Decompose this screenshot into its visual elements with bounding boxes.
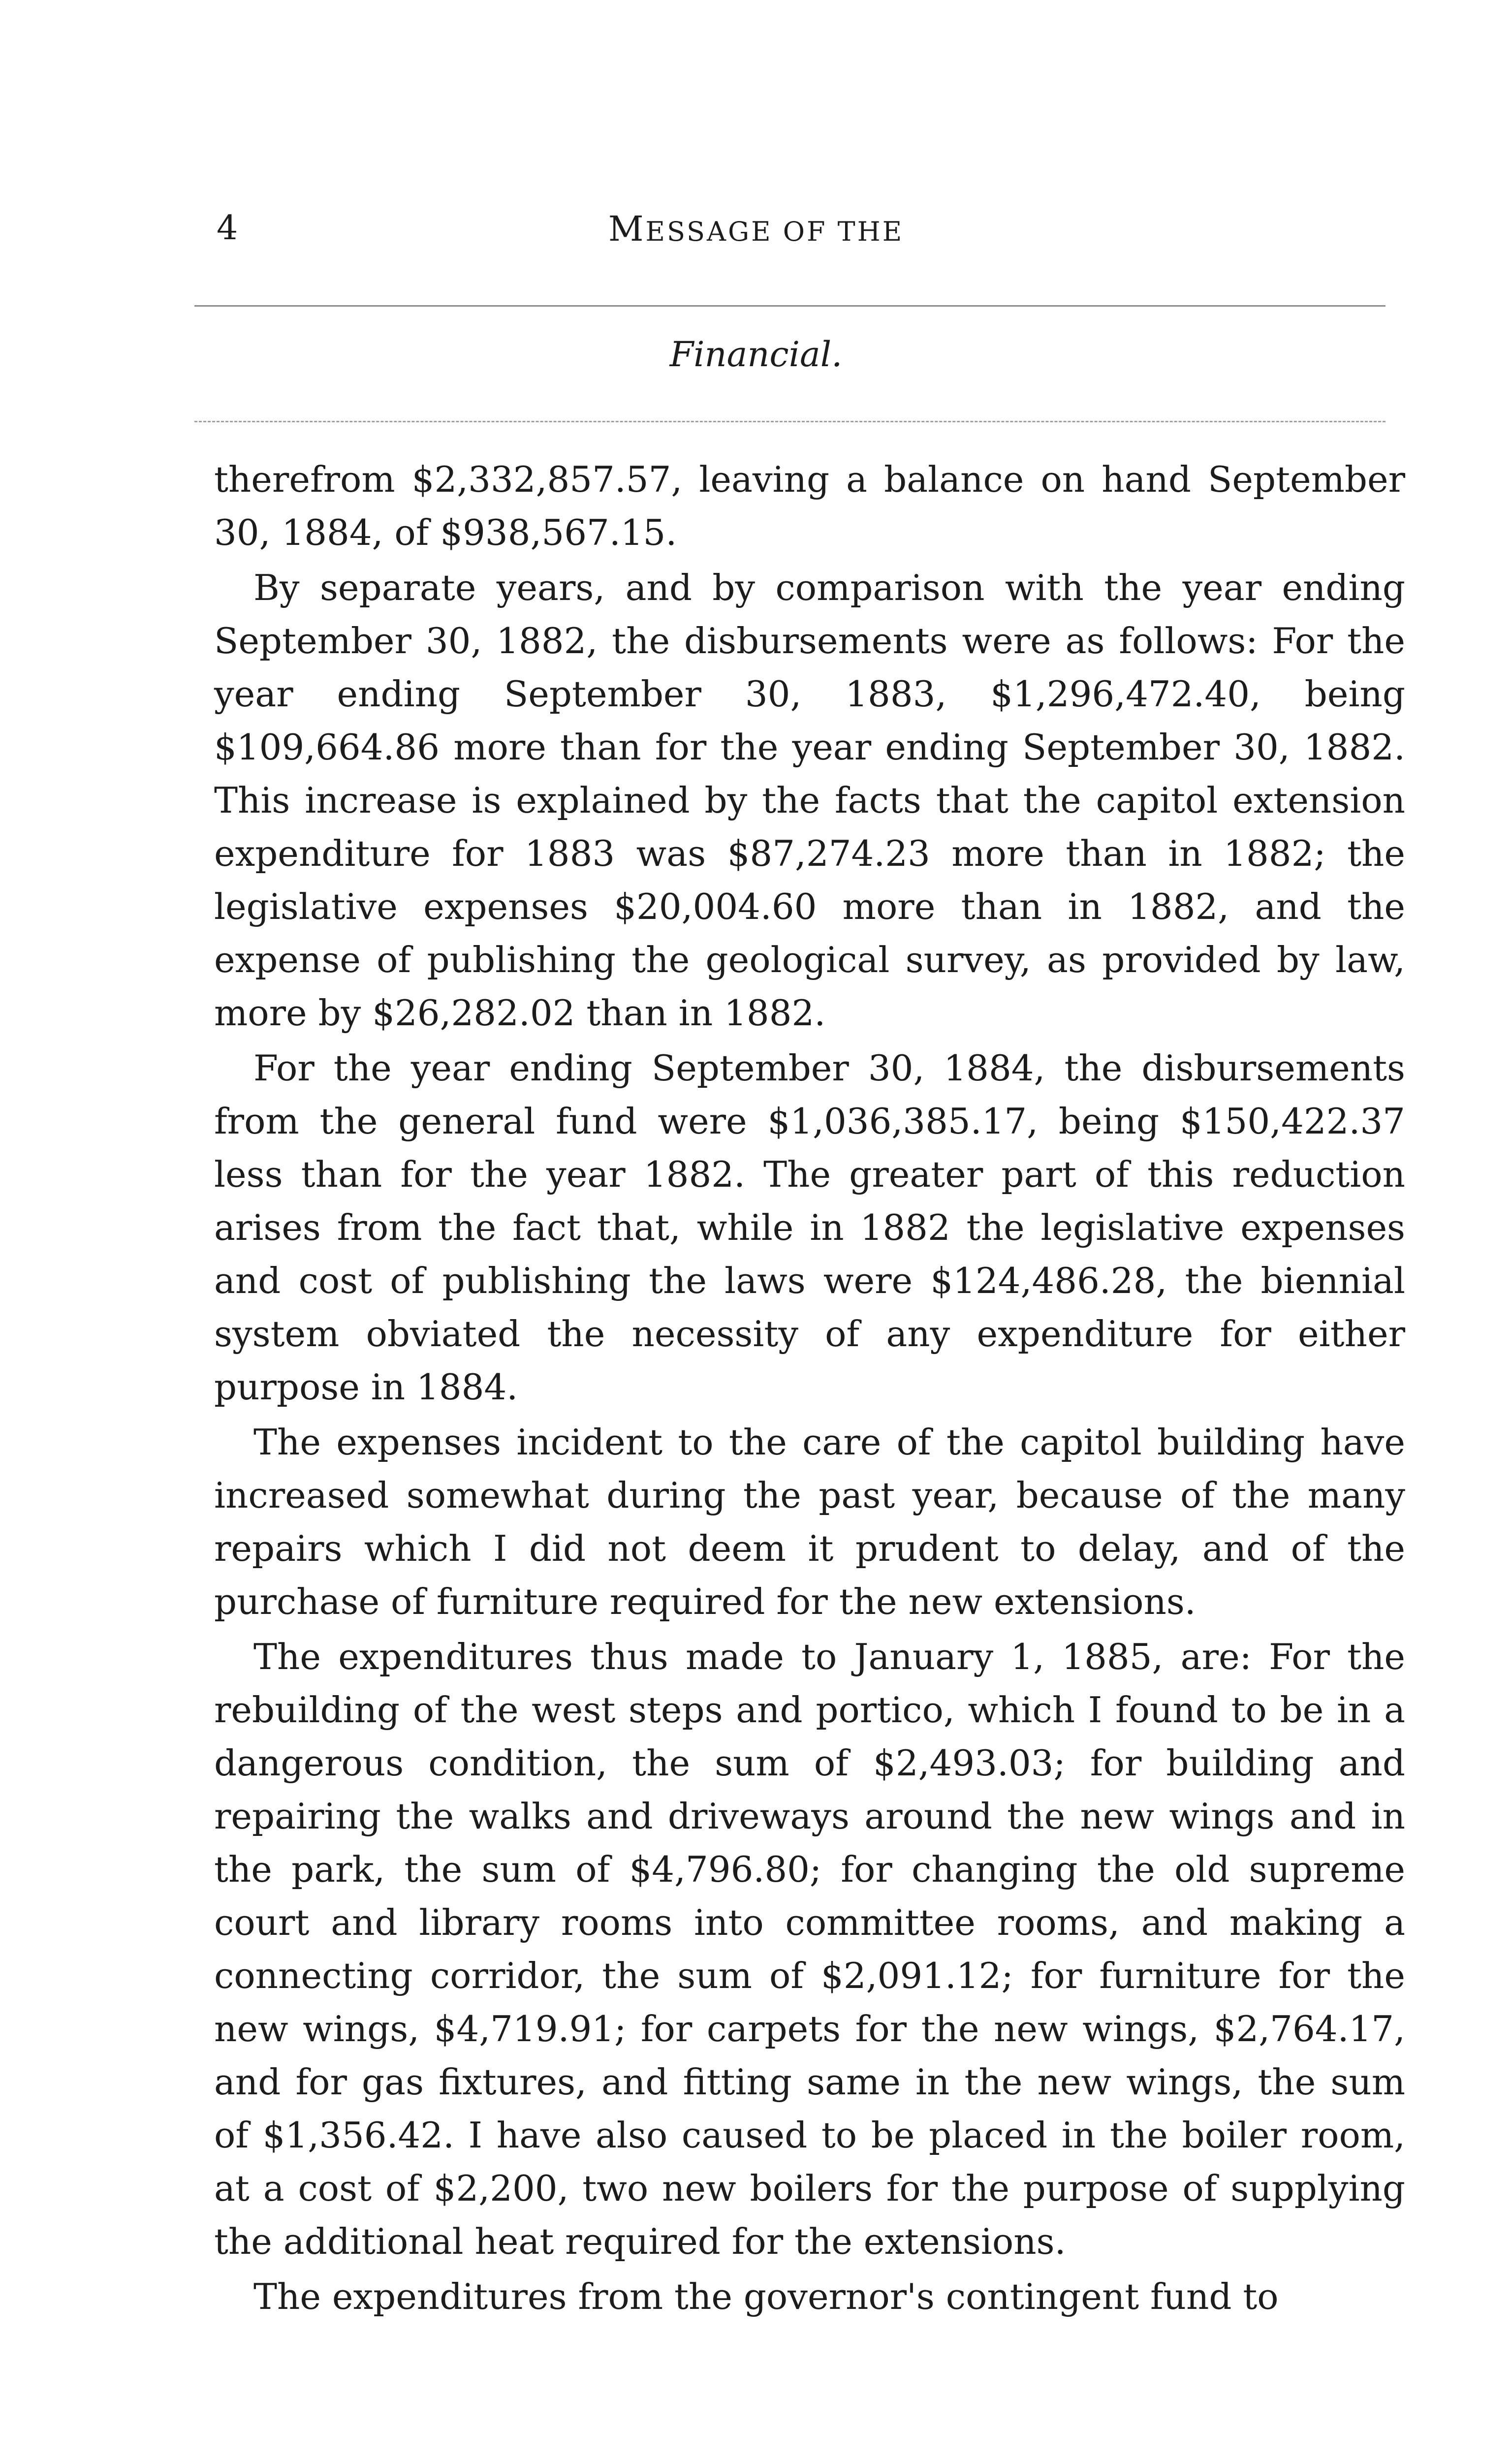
paragraph-contingent-fund: The expenditures from the governor's contingent fund to	[253, 2276, 1279, 2317]
header-rule-top	[194, 305, 1386, 307]
header-rule-bottom	[194, 421, 1386, 422]
section-title: Financial.	[669, 334, 843, 375]
running-head-initial: M	[608, 209, 646, 249]
running-head-rest: ESSAGE OF THE	[645, 216, 904, 247]
paragraph-continuation: therefrom $2,332,857.57, leaving a balance on hand September 30, 1884, of $938,567.15.	[214, 459, 1405, 553]
paragraph-disbursements-by-year: By separate years, and by comparison with the year ending September 30, 1882, the disbursements were as follows: For the year ending September 30, 1883, $1,296,472.40, being $109,664.86 more than for the year ending September 30, 1882. This increase is explained by the facts that the capitol extension expenditure for 1883 was $87,274.23 more than in 1882; the legislative expenses $20,004.60 more than in 1882, and the expense of publishing the geological survey, as provided by law, more by $26,282.02 than in 1882.	[214, 567, 1405, 1034]
paragraph-expenditures-list: The expenditures thus made to January 1, 1885, are: For the rebuilding of the west steps and portico, which I found to be in a dangerous condition, the sum of $2,493.03; for building and repairing the walks and driveways around the new wings and in the park, the sum of $4,796.80; for changing the old supreme court and library rooms into committee rooms, and making a connecting corridor, the sum of $2,091.12; for furniture for the new wings, $4,719.91; for carpets for the new wings, $2,764.17, and for gas fixtures, and fitting same in the new wings, the sum of $1,356.42. I have also caused to be placed in the boiler room, at a cost of $2,200, two new boilers for the purpose of supplying the additional heat required for the extensions.	[214, 1636, 1405, 2262]
paragraph-capitol-care: The expenses incident to the care of the capitol building have increased somewhat during the past year, because of the many repairs which I did not deem it prudent to delay, and of the purchase of furniture required for the new extensions.	[214, 1421, 1405, 1622]
page-number: 4	[217, 209, 238, 248]
paragraph-1884-disbursements: For the year ending September 30, 1884, the disbursements from the general fund were $1,036,385.17, being $150,422.37 less than for the year 1882. The greater part of this reduction arises from the fact that, while in 1882 the legislative expenses and cost of publishing the laws were $124,486.28, the biennial system obviated the necessity of any expenditure for either purpose in 1884.	[214, 1047, 1405, 1408]
body-text	[214, 453, 1405, 2325]
running-head	[0, 209, 1512, 249]
